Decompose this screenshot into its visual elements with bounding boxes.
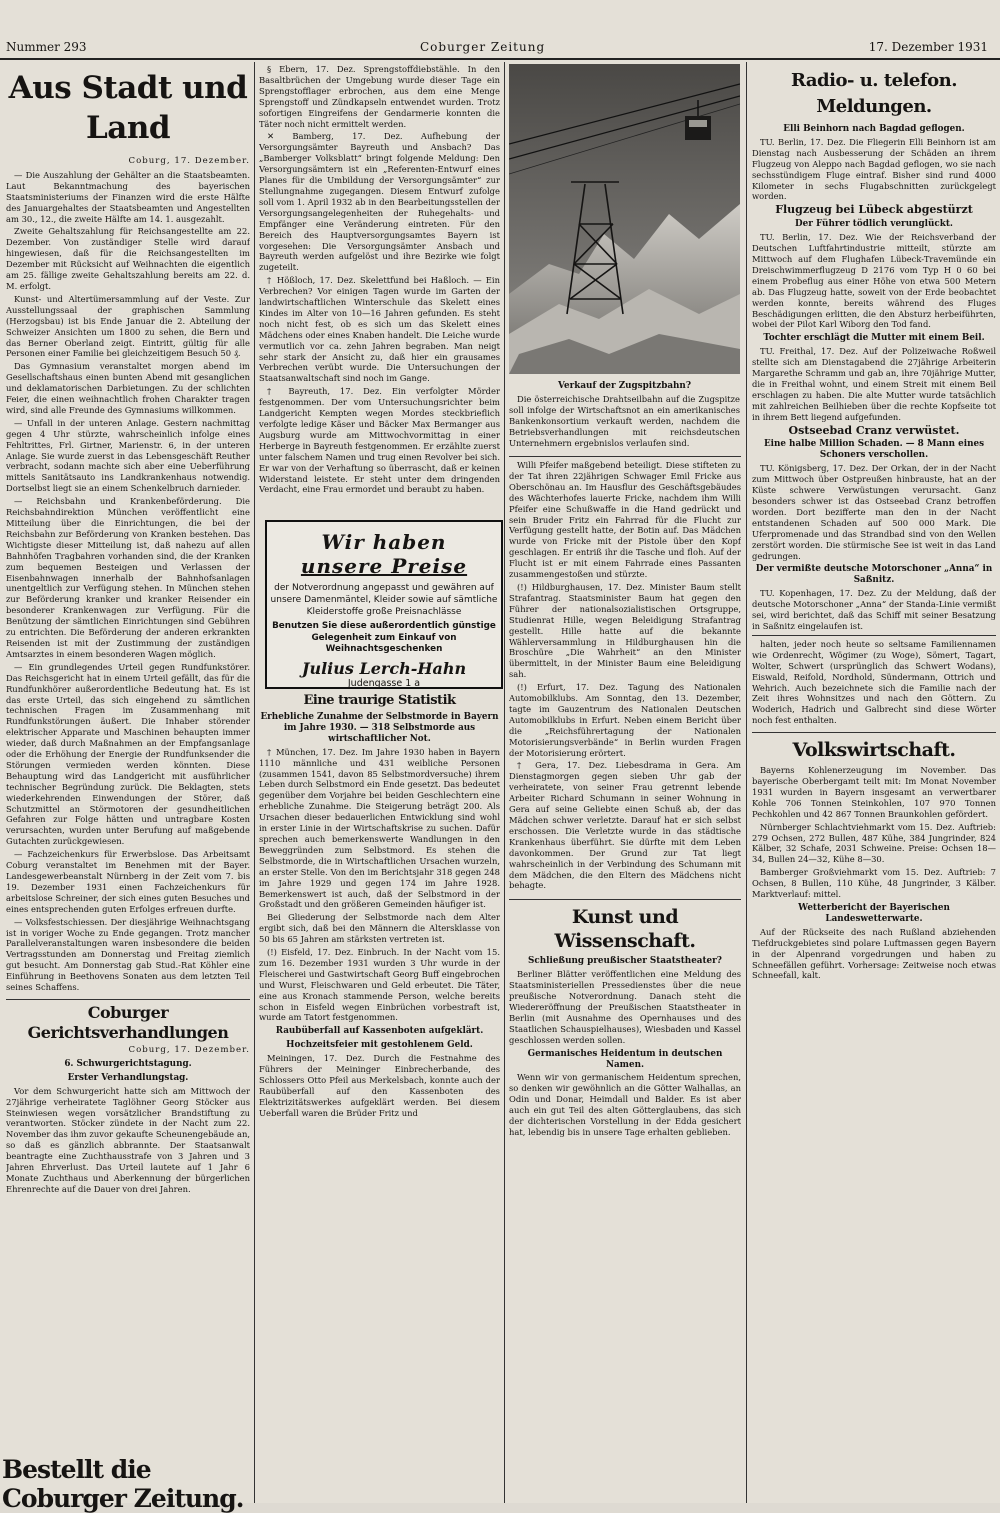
issue-date: 17. Dezember 1931	[868, 40, 988, 54]
article-paragraph: (!) Hildburghausen, 17. Dez. Minister Baum stellt Strafantrag. Staatsminister Baum hat gegen den Führer der nationalsozialistischen Ortsgruppe, Studienrat Hille, wegen Beleidigung Strafantrag gestellt. Hille hatte auf die bekannte Wählerversammlung in Hildburghausen hin die Broschüre „Die Wahrheit“ an den Minister übermittelt, in der Minister Baum eine Beleidigung sah.	[509, 581, 741, 680]
article-paragraph: TU. Berlin, 17. Dez. Die Fliegerin Elli Beinhorn ist am Dienstag nach Ausbesserung der Schäden an ihrem Flugzeug von Aleppo nach Bagdad geflogen, wo sie nach sechsstündigem Fluge eintraf. Bisher sind rund 4000 Kilometer in sechs Flugabschnitten zurückgelegt worden.	[752, 136, 996, 202]
article-paragraph: Meiningen, 17. Dez. Durch die Festnahme des Führers der Meininger Einbrecherbande, des Schlossers Otto Pfeil aus Merkelsbach, konnte auch der Raubüberfall auf den Kassenboten des Elektrizitätswerkes aufgeklärt werden. Bei diesem Ueberfall waren die Brüder Fritz und	[259, 1053, 500, 1118]
caption-text: Die österreichische Drahtseilbahn auf die Zugspitze soll infolge der Wirtschaftsnot an ein amerikanisches Bankenkonsortium verkauft werden, nachdem die Betriebsverhandlungen mit reichsdeutschen Unternehmern ergebnislos verlaufen sind.	[509, 393, 740, 448]
article-paragraph: — Fachzeichenkurs für Erwerbslose. Das Arbeitsamt Coburg veranstaltet im Benehmen mit der Bayer. Landesgewerbeanstalt Nürnberg in der Zeit vom 7. bis 19. Dezember 1931 einen Fachzeichenkurs für arbeitslose Schreiner, der sich eines guten Besuches und eines entsprechenden guten Erfolges erfreuen durfte.	[6, 849, 250, 914]
article-paragraph: — Ein grundlegendes Urteil gegen Rundfunkstörer. Das Reichsgericht hat in einem Urteil gefällt, das für die Rundfunkhörer außerordentliche Bedeutung hat. Es ist das erste Urteil, das sich eingehend zu sämtlichen technischen Fragen im Zusammenhang mit Rundfunkstörungen äußert. Die Inhaber störender elektrischer Apparate und Maschinen behaupten immer wieder, daß durch Maßnahmen an der Empfangsanlage oder die Erhöhung der Energie der Rundfunksender die Störungen vermieden werden könnten. Diese Behauptung wird das Landgericht mit ausführlicher technischer Begründung zurück. Die Beklagten, stets wiederkehrenden Einwendungen der Störer, daß Schutzmittel an Störmotoren der gesundheitlichen Gefahren zur Folge hätten und untragbare Kosten verursachten, wurden unter Berufung auf maßgebende Gutachten zurückgewiesen.	[6, 661, 250, 847]
article-paragraph: — Reichsbahn und Krankenbeförderung. Die Reichsbahndirektion München veröffentlicht eine Mitteilung über die Einrichtungen, die bei der Reichsbahn zur Beförderung von Kranken bestehen. Das Wichtigste dieser Mitteilung ist, daß nahezu auf allen Bahnhöfen Tragbahren vorhanden sind, die der Kranken zum bequemen Besteigen und Verlassen der Eisenbahnwagen innerhalb der Bahnhofsanlagen unentgeltlich zur Verfügung stehen. In München stehen zur Beförderung kranker und kranker Reisender ein besonderer Krankenwagen zur Verfügung. Für die Benützung der sämtlichen Einrichtungen sind Gebühren zu entrichten. Die Beförderung der anderen erkrankten Reisenden ist mit der Zustimmung der zuständigen Amtsarztes in einem besonderen Wagen möglich.	[6, 496, 250, 659]
subheading: 6. Schwurgerichtstagung.	[64, 1058, 192, 1069]
article-paragraph: Das Gymnasium veranstaltet morgen abend im Gesellschaftshaus einen bunten Abend mit gesanglichen und deklamatorischen Darbietungen. Zu der schlichten Feier, die einen weihnachtlich frohen Charakter tragen wird, sind alle Freunde des Gymnasiums willkommen.	[6, 361, 250, 415]
section-heading: Kunst und Wissenschaft.	[509, 899, 741, 953]
article-paragraph: Bamberger Großviehmarkt vom 15. Dez. Auftrieb: 7 Ochsen, 8 Bullen, 110 Kühe, 48 Jungrinder, 3 Kälber. Marktverlauf: mittel.	[752, 867, 996, 900]
subheading: Schließung preußischer Staatstheater?	[528, 956, 722, 967]
subheading: Wetterbericht der Bayerischen Landeswetterwarte.	[798, 903, 950, 924]
divider	[509, 456, 741, 457]
article-paragraph: Berliner Blätter veröffentlichen eine Meldung des Staatsministeriellen Pressedienstes über die neue preußische Notverordnung. Danach steht die Wiedereröffnung der Preußischen Staatstheater in Berlin (mit Ausnahme des Opernhauses und des Staatlichen Schauspielhauses), Wiesbaden und Kassel geschlossen werden sollen.	[509, 969, 741, 1045]
article-paragraph: § Ebern, 17. Dez. Sprengstoffdiebstähle. In den Basaltbrüchen der Umgebung wurde dieser Tage ein Sprengstofflager erbrochen, aus dem eine Menge Sprengstoff und Zündkapseln entwendet wurden. Trotz sofortigen Eingreifens der Gendarmerie konnten die Täter noch nicht ermittelt werden.	[259, 64, 500, 129]
masthead: Coburger Zeitung	[420, 40, 546, 54]
issue-number: Nummer 293	[6, 40, 87, 54]
article-paragraph: Willi Pfeifer maßgebend beteiligt. Diese stifteten zu der Tat ihren 22jährigen Schwager Emil Fricke aus Oberschönau an. Im Hausflur des Geschäftsgebäudes des Wächterhofes lauerte Fricke, nachdem ihm Willi Pfeifer eine Schußwaffe in die Hand gedrückt und sein Bruder Fritz ein Fahrrad für die Flucht zur Verfügung gestellt hatte, der Botin auf. Das Mädchen wurde von Fricke mit der Pistole über den Kopf geschlagen. Er entriß ihr die Tasche und floh. Auf der Flucht ist er mit einem Fahrrade eines Passanten zusammengestoßen und stürzte.	[509, 460, 741, 580]
article-paragraph: TU. Freithal, 17. Dez. Auf der Polizeiwache Roßweil stellte sich am Dienstagabend die 27jährige Arbeiterin Margarethe Schramm und gab an, ihre 70jährige Mutter, die in Freithal wohnt, und einem Streit mit einem Beil erschlagen zu haben. Die alte Mutter wurde tatsächlich mit zahlreichen Beilhieben über die rechte Kopfseite tot in ihrem Bett liegend aufgefunden.	[752, 346, 996, 422]
column-local-news	[6, 64, 250, 1449]
article-paragraph: — Volksfestschiessen. Der diesjährige Weihnachtsgang ist in voriger Woche zu Ende gegangen. Trotz mancher Parallelveranstaltungen waren insbesondere die beiden Vertragsstunden am Donnerstag und Freitag ziemlich gut besucht. Am Donnerstag gab Stud.-Rat Köhler eine Einführung in Beethovens Sonaten aus dem letzten Teil seines Schaffens.	[6, 916, 250, 993]
article-paragraph: Nürnberger Schlachtviehmarkt vom 15. Dez. Auftrieb: 279 Ochsen, 272 Bullen, 487 Kühe, 384 Jungrinder, 824 Kälber, 32 Schafe, 2031 Schweine. Preise: Ochsen 18—34, Bullen 24—32, Kühe 8—30.	[752, 821, 996, 865]
column-regional-news-top	[259, 64, 500, 516]
ad-body: der Notverordnung angepasst und gewähren auf unsere Damenmäntel, Kleider sowie auf sämtliche Kleiderstoffe große Preisnachlässe	[270, 583, 498, 617]
ad-firm-name: Julius Lerch-Hahn	[301, 658, 467, 678]
article-paragraph: † Gera, 17. Dez. Liebesdrama in Gera. Am Dienstagmorgen gegen sieben Uhr gab der verheiratete, von seiner Frau getrennt lebende Arbeiter Richard Schumann in seiner Wohnung in Gera auf seine Geliebte einen Schuß ab, der das Mädchen schwer verletzte. Darauf hat er sich selbst erschossen. Die Verletzte wurde in das städtische Krankenhaus überführt. Sie dürfte mit dem Leben davonkommen. Der Grund zur Tat liegt wahrscheinlich in der Verbindung des Schumann mit dem Mädchen, die den Eltern des Mädchens nicht behagte.	[509, 760, 741, 891]
subheading: Erster Verhandlungstag.	[67, 1072, 189, 1083]
column-radio-economy	[752, 64, 996, 1500]
section-heading: Radio- u. telefon. Meldungen.	[791, 70, 957, 117]
article-paragraph: TU. Berlin, 17. Dez. Wie der Reichsverband der Deutschen Luftfahrtindustrie mitteilt, stürzte am Mittwoch auf dem Flughafen Lübeck-Travemünde ein Dreischwimmerflugzeug D 2176 vom Typ H 0 60 bei einem Probeflug aus einer Höhe von etwa 500 Metern ab. Das Flugzeug hatte, soweit von der Erde beobachtet werden konnte, bereits während des Fluges Beschädigungen erlitten, die den Absturz herbeiführten, wobei der Pilot Karl Wiborg den Tod fand.	[752, 232, 996, 330]
photo-caption	[509, 378, 740, 448]
subheading: Der Führer tödlich verunglückt.	[795, 219, 953, 230]
column-news-culture	[509, 452, 741, 1502]
caption-title: Verkauf der Zugspitzbahn?	[557, 381, 691, 391]
section-heading: Volkswirtschaft.	[752, 732, 996, 762]
article-paragraph: — Unfall in der unteren Anlage. Gestern nachmittag gegen 4 Uhr stürzte, wahrscheinlich infolge eines Fehltrittes, Frl. Girtner, Marienstr. 6, in der unteren Anlage. Sie wurde zuerst in das Lebensgeschäft Reuther verbracht, sodann machte sich aber eine Ueberführung mittels Sanitätsauto ins Landkrankenhaus notwendig. Dortselbst liegt sie an einem Schenkelbruch darnieder.	[6, 417, 250, 494]
article-paragraph: Wenn wir von germanischem Heidentum sprechen, so denken wir gewöhnlich an die Götter Walhallas, an Odin und Donar, Heimdall und Balder. Es ist aber auch ein gut Teil des alten Götterglaubens, das sich der dichterischen Vorstellung in der Edda gesichert hat, lebendig bis in unsere Tage erhalten geblieben.	[509, 1072, 741, 1137]
article-paragraph: Auf der Rückseite des nach Rußland abziehenden Tiefdruckgebietes sind polare Luftmassen gegen Bayern in der Alpenrand vorgedrungen und haben zu Schneefällen geführt. Vorhersage: Zeitweise noch etwas Schneefall, kalt.	[752, 926, 996, 981]
divider	[752, 635, 996, 636]
dateline: Coburg, 17. Dezember.	[128, 1044, 250, 1055]
article-paragraph: † Bayreuth, 17. Dez. Ein verfolgter Mörder festgenommen. Der vom Untersuchungsrichter beim Landgericht Kempten wegen Mordes steckbrieflich verfolgte ledige Käser und Bäcker Max Bermanger aus Augsburg wurde am Mittwochvormittag in einer Herberge in Bayreuth festgenommen. Er erzählte zuerst unter falschem Namen und trug einen Revolver bei sich. Er war von der Verhaftung so überrascht, daß er keinen Widerstand leistete. Er steht unter dem dringenden Verdacht, eine Frau ermordet und beraubt zu haben.	[259, 386, 500, 495]
column-regional-news-bottom	[259, 690, 500, 1500]
subheading: Tochter erschlägt die Mutter mit einem Beil.	[763, 333, 985, 344]
subheading: Raubüberfall auf Kassenboten aufgeklärt.	[275, 1026, 484, 1037]
article-heading: Eine traurige Statistik	[303, 693, 456, 708]
article-paragraph: Vor dem Schwurgericht hatte sich am Mittwoch der 27jährige verheiratete Taglöhner Georg Stöcker aus Steinwiesen wegen vorsätzlicher Brandstiftung zu verantworten. Stöcker zündete in der Nacht zum 22. November das ihm zuvor gekaufte Scheunengebäude an, so daß es gänzlich abbrannte. Der Staatsanwalt beantragte eine Zuchthausstrafe von 3 Jahren und 3 Jahren Ehrverlust. Das Urteil lautete auf 1 Jahr 6 Monate Zuchthaus und Aberkennung der bürgerlichen Ehrenrechte auf die Dauer von drei Jahren.	[6, 1085, 250, 1194]
section-heading: Coburger Gerichtsverhandlungen	[6, 999, 250, 1043]
advertisement-box	[265, 520, 503, 689]
article-paragraph: ✕ Bamberg, 17. Dez. Aufhebung der Versorgungsämter Bayreuth und Ansbach? Das „Bamberger Volksblatt“ bringt folgende Meldung: Den Versorgungsämtern ist ein „Referenten-Entwurf eines Planes für die Umbildung der Versorgungsämter“ zur Stellungnahme zugegangen. Diesem Entwurf zufolge soll vom 1. April 1932 ab in den Bearbeitungsstellen der Versorgungsangelegenheiten der Ruhegehalts- und Empfänger eine Veränderung eintreten. Für den Bereich des Hauptversorgungsamtes Bayern ist vorgesehen: Die Versorgungsämter Ansbach und Bayreuth werden aufgelöst und ihre Bezirke wie folgt zugeteilt.	[259, 131, 500, 273]
header-rule	[0, 58, 1000, 60]
section-heading: Aus Stadt und Land	[8, 70, 248, 146]
column-divider	[504, 62, 505, 1503]
article-paragraph: (!) Eisfeld, 17. Dez. Einbruch. In der Nacht vom 15. zum 16. Dezember 1931 wurden 3 Uhr wurde in der Fleischerei und Gastwirtschaft Georg Buff eingebrochen und Wurst, Fleischwaren und Geld erbeutet. Die Täter, eine aus Kronach stammende Person, welche bereits schon in Eisfeld wegen Einbrüchen vorbestraft ist, wurde am Tatort festgenommen.	[259, 947, 500, 1023]
column-divider	[254, 62, 255, 1503]
ad-callout: Benutzen Sie diese außerordentlich günstige Gelegenheit zum Einkauf von Weihnachtsgeschenken	[272, 621, 496, 654]
page-header	[0, 0, 1000, 58]
subheading: Flugzeug bei Lübeck abgestürzt	[775, 203, 973, 217]
subheading: Hochzeitsfeier mit gestohlenem Geld.	[286, 1040, 473, 1051]
article-paragraph: Zweite Gehaltszahlung für Reichsangestellte am 22. Dezember. Von zuständiger Stelle wird darauf hingewiesen, daß für die Reichsangestellten im Dezember mit Rücksicht auf Weihnachten die eigentlich am 25. fällige zweite Gehaltszahlung bereits am 22. d. M. erfolgt.	[6, 226, 250, 291]
article-paragraph: Bayerns Kohlenerzeugung im November. Das bayerische Oberbergamt teilt mit: Im Monat November 1931 wurden in Bayern insgesamt an verwertbarer Kohle 706 Tonnen Steinkohlen, 107 970 Tonnen Pechkohlen und 42 867 Tonnen Braunkohlen gefördert.	[752, 765, 996, 819]
subheading: Der vermißte deutsche Motorschoner „Anna“ in Saßnitz.	[755, 564, 993, 586]
ad-headline: Wir haben	[321, 530, 447, 554]
cable-car-illustration	[509, 64, 740, 374]
subheading: Elli Beinhorn nach Bagdad geflogen.	[783, 124, 965, 134]
dateline: Coburg, 17. Dezember.	[128, 156, 250, 166]
article-paragraph: Kunst- und Altertümersammlung auf der Veste. Zur Ausstellungssaal der graphischen Sammlung (Herzogsbau) ist bis Ende Januar die 2. Abteilung der Schweizer Ansichten um 1800 zu sehen, die Bern und das Berner Oberland zeigt. Eintritt, gültig für alle Personen einer Familie bei gleichzeitigem Besuch 50 ₰.	[6, 293, 250, 359]
subheading: Ostseebad Cranz verwüstet.	[788, 423, 960, 437]
article-paragraph: Bei Gliederung der Selbstmorde nach dem Alter ergibt sich, daß bei den Männern die Altersklasse von 50 bis 65 Jahren am stärksten vertreten ist.	[259, 912, 500, 945]
article-paragraph: halten, jeder noch heute so seltsame Familiennamen wie Ordenrecht, Wögimer (zu Woge), Sömert, Tagart, Wolter, Schwert (ursprünglich das Schwert Wodans), Eiswald, Reifold, Nordhold, Sündermann, Ottrich und Wehrich. Auch bezeichnete sich die Familie nach der Zeit ihres Wohnsitzes und nach den Göttern. Zu Woderich, Hadrich und Galbrecht sind diese Wörter noch fest enthalten.	[752, 638, 996, 726]
article-paragraph: TU. Königsberg, 17. Dez. Der Orkan, der in der Nacht zum Mittwoch über Ostpreußen hinbrauste, hat an der Küste schwere Verwüstungen verursacht. Ganz besonders schwer ist das Ostseebad Cranz betroffen worden. Dort bezifferte man den in der Nacht entstandenen Schaden auf 500 000 Mark. Die Uferpromenade und das Strandbad sind von den Wellen zerstört worden. Die stürmische See ist weit in das Land gedrungen.	[752, 463, 996, 561]
ad-address: Judengasse 1 a	[347, 677, 421, 689]
column-divider	[746, 62, 747, 1503]
subheading: Germanisches Heidentum in deutschen Namen.	[527, 1048, 723, 1070]
article-paragraph: — Die Auszahlung der Gehälter an die Staatsbeamten. Laut Bekanntmachung des bayerischen Staatsministeriums der Finanzen wird die erste Hälfte des Januargehaltes der Staatsbeamten und Angestellten am 30., 12., die zweite Hälfte am 14. 1. ausgezahlt.	[6, 169, 250, 224]
article-paragraph: † Hößloch, 17. Dez. Skelettfund bei Haßloch. — Ein Verbrechen? Vor einigen Tagen wurde im Garten der landwirtschaftlichen Winterschule das Skelett eines Kindes im Alter von 10—16 Jahren gefunden. Es steht noch nicht fest, ob es sich um das Skelett eines Mädchens oder eines Knaben handelt. Die Leiche wurde vermutlich vor ca. zehn Jahren begraben. Man neigt sehr stark der Ansicht zu, daß hier ein grausames Verbrechen verübt wurde. Die Untersuchungen der Staatsanwaltschaft sind noch im Gange.	[259, 275, 500, 384]
article-paragraph: † München, 17. Dez. Im Jahre 1930 haben in Bayern 1110 männliche und 431 weibliche Personen (zusammen 1541, davon 85 Selbstmordversuche) ihrem Leben durch Selbstmord ein Ende gesetzt. Das bedeutet gegenüber dem Vorjahre bei beiden Geschlechtern eine erhebliche Zunahme. Die Steigerung beträgt 200. Als Ursachen dieser bedauerlichen Entwicklung sind wohl in erster Linie in der Wirtschaftskrise zu suchen. Dafür sprechen auch bemerkenswerte Wandlungen in den Beweggründen zum Selbstmord. Es stehen die Selbstmorde, die in Wirtschaftlichen Ursachen wurzeln, an erster Stelle. Von den im Berichtsjahr 318 gegen 248 im Jahre 1929 und gegen 174 im Jahre 1928. Bemerkenswert ist auch, daß der Selbstmord in der Großstadt und den größeren Gemeinden häufiger ist.	[259, 746, 500, 910]
subheading: Erhebliche Zunahme der Selbstmorde in Bayern im Jahre 1930. — 318 Selbstmorde aus wirtschaftlicher Not.	[260, 712, 499, 744]
zugspitze-photo	[509, 64, 740, 374]
subscription-ad: Bestellt die Coburger Zeitung.	[2, 1455, 244, 1513]
ad-headline: unsere Preise	[300, 554, 468, 578]
article-paragraph: (!) Erfurt, 17. Dez. Tagung des Nationalen Automobilklubs. Am Sonntag, den 13. Dezember, tagte im Gauzentrum des Nationalen Deutschen Automobilklubs in Erfurt. Neben einem Bericht über die „Reichsführertagung der Nationalen Motorisierungsverbände“ in Berlin wurden Fragen der Motorisierung erörtert.	[509, 682, 741, 758]
subheading: Eine halbe Million Schaden. — 8 Mann eines Schoners verschollen.	[763, 439, 985, 461]
article-paragraph: TU. Kopenhagen, 17. Dez. Zu der Meldung, daß der deutsche Motorschoner „Anna“ der Standa-Linie vermißt sei, wird berichtet, daß das Schiff mit seiner Besatzung in Saßnitz eingelaufen ist.	[752, 588, 996, 631]
